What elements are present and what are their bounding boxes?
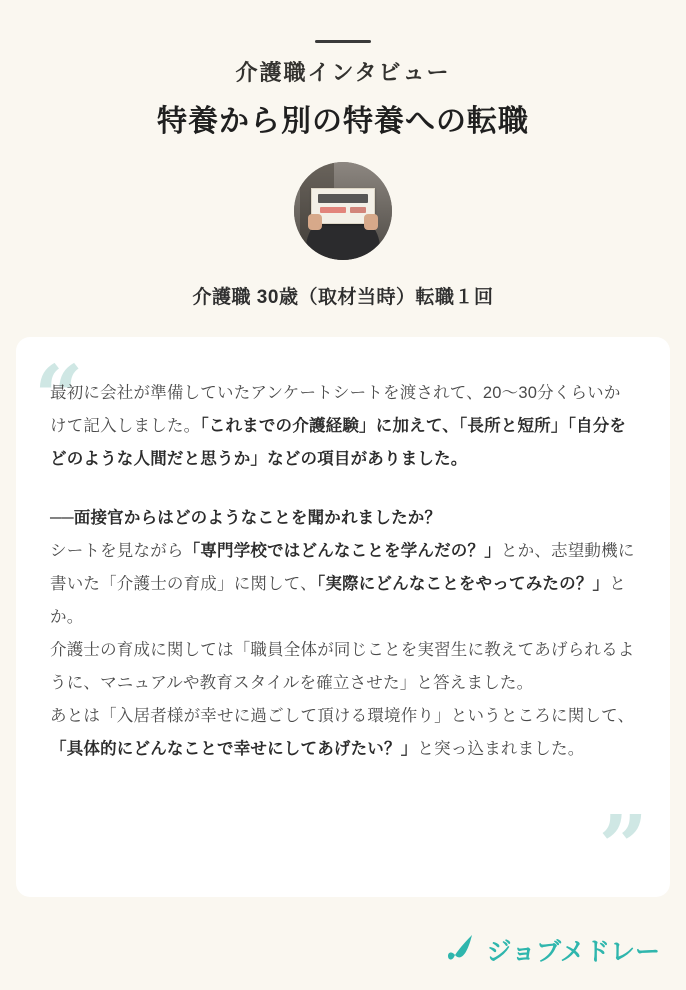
- quote-text: 介護士の育成に関しては「職員全体が同じことを実習生に教えてあげられるように、マニュアルや教育スタイルを確立させた」と答えました。: [50, 641, 635, 693]
- quote-text: 最初に会社が準備していたアンケートシートを渡されて、20〜30分くらいかけて記入しました。: [50, 384, 621, 436]
- avatar: [294, 162, 392, 260]
- title-divider: [315, 40, 371, 43]
- quote-text: とか、志望動機に書いた「介護士の育成」に関して、: [50, 542, 635, 594]
- quote-close-mark: ”: [598, 797, 648, 899]
- eyebrow-label: 介護職インタビュー: [235, 60, 451, 85]
- quote-paragraph: [50, 535, 636, 634]
- quote-card: [16, 337, 670, 897]
- avatar-sign-line-3: [350, 207, 366, 213]
- quote-emphasis-text: 「実際にどんなことをやってみたの？」: [316, 575, 610, 594]
- page-title: 特養から別の特養への転職: [157, 104, 529, 138]
- avatar-hand-left: [308, 214, 322, 230]
- quote-emphasis-text: 「これまでの介護経験」に加えて、「長所と短所」「自分をどのような人間だと思うか」などの項目がありました。: [50, 417, 627, 469]
- quote-text: と突っ込まれました。: [417, 740, 585, 759]
- quote-emphasis-text: ──面接官からはどのようなことを聞かれましたか？: [50, 509, 442, 528]
- avatar-hand-right: [364, 214, 378, 230]
- page-header: [0, 0, 686, 142]
- avatar-sign-line-1: [318, 194, 368, 203]
- quote-open-mark: “: [34, 347, 84, 449]
- quote-paragraph: [50, 377, 636, 476]
- quote-text: シートを見ながら: [50, 542, 184, 561]
- brand-name: ジョブメドレー: [486, 938, 660, 966]
- quote-paragraph-gap: [50, 476, 636, 502]
- quote-emphasis-text: 「具体的にどんなことで幸せにしてあげたい？」: [50, 740, 418, 759]
- jobmedley-checkmark-icon: [446, 933, 476, 967]
- avatar-sign-line-2: [320, 207, 346, 213]
- quote-paragraph: [50, 502, 636, 535]
- quote-paragraph: [50, 634, 636, 700]
- quote-text: あとは「入居者様が幸せに過ごして頂ける環境作り」というところに関して、: [50, 707, 635, 726]
- quote-text: とか。: [50, 575, 626, 627]
- page-subtitle: 介護職 30歳（取材当時）転職１回: [192, 287, 494, 309]
- portrait-container: [0, 162, 686, 260]
- quote-body: [50, 377, 636, 766]
- quote-emphasis-text: 「専門学校ではどんなことを学んだの？」: [183, 542, 501, 561]
- quote-paragraph: [50, 700, 636, 766]
- brand-footer: [446, 932, 660, 968]
